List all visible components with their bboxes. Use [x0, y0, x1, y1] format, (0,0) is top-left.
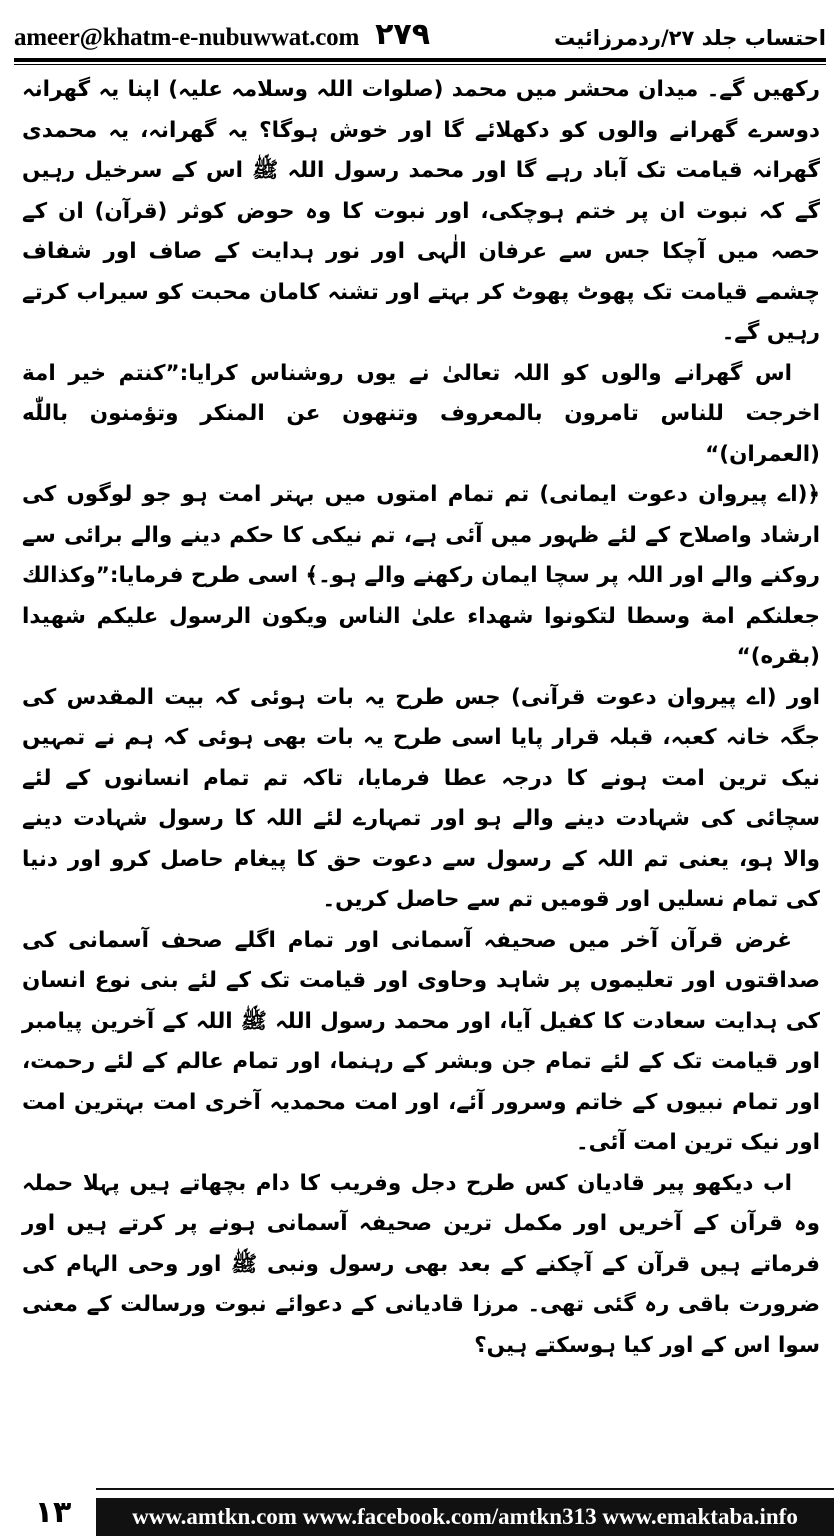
footer-rule [96, 1488, 834, 1490]
paragraph-5: غرض قرآن آخر میں صحیفہ آسمانی اور تمام اگلے صحف آسمانی کی صداقتوں اور تعلیموں پر شاہد وحاوی اور قیامت تک کے لئے بنی نوع انسان کی ہدایت سعادت کا کفیل آیا، اور محمد رسول اللہ ﷺ اللہ کے آخرین پیامبر اور قیامت تک کے لئے تمام جن وبشر کے رہنما، اور تمام عالم کے لئے رحمت، اور تمام نبیوں کے خاتم وسرور آئے، اور امت محمدیہ آخری امت بہترین امت اور نیک ترین امت آئی۔ [22, 927, 820, 1155]
header-book-title: احتساب جلد ۲۷/ردمرزائیت [554, 26, 826, 50]
footer-links[interactable]: www.amtkn.com www.facebook.com/amtkn313 www.emaktaba.info [132, 1504, 798, 1529]
paragraph-2: اس گھرانے والوں کو اللہ تعالیٰ نے یوں روشناس کرایا:”کنتم خیر امة اخرجت للناس تامرون بالمعروف وتنهون عن المنكر وتؤمنون باللّٰه (العمران)“ [22, 360, 820, 467]
page-body [22, 70, 820, 1366]
header-rule [14, 64, 826, 65]
header-left-group [14, 17, 430, 58]
header-email[interactable]: ameer@khatm-e-nubuwwat.com [14, 24, 360, 51]
paragraph-1: رکھیں گے۔ میدان محشر میں محمد (صلوات اللہ وسلامہ علیہ) اپنا یہ گھرانہ دوسرے گھرانے والوں کو دکھلائے گا اور خوش ہوگا؟ یہ گھرانہ، یہ محمدی گھرانہ قیامت تک آباد رہے گا اور محمد رسول اللہ ﷺ اس کے سرخیل رہیں گے کہ نبوت ان پر ختم ہوچکی، اور نبوت کا وہ حوض کوثر (قرآن) ان کے حصہ میں آچکا جس سے عرفان الٰہی اور نور ہدایت کے صاف اور شفاف چشمے قیامت تک پھوٹ پھوٹ کر بہتے اور تشنہ کامان محبت کو سیراب کرتے رہیں گے۔ [22, 77, 820, 345]
page-footer [0, 1484, 840, 1540]
header-page-number: ۲۷۹ [375, 17, 431, 52]
paragraph-3: ﴿(اے پیروان دعوت ایمانی) تم تمام امتوں میں بہتر امت ہو جو لوگوں کی ارشاد واصلاح کے لئے ظہور میں آئی ہے، تم نیکی کا حکم دینے والے برائی سے روکنے والے اور اللہ پر سچا ایمان رکھنے والے ہو۔﴾ اسی طرح فرمایا:”وكذالك جعلنكم امة وسطا لتكونوا شهداء علىٰ الناس ويكون الرسول عليكم شهيدا (بقره)“ [22, 482, 820, 669]
paragraph-6: اب دیکھو پیر قادیان کس طرح دجل وفریب کا دام بچھاتے ہیں پہلا حملہ وہ قرآن کے آخریں اور مکمل ترین صحیفہ آسمانی ہونے پر کرتے ہیں اور فرماتے ہیں قرآن کے آچکنے کے بعد بھی رسول ونبی ﷺ اور وحی الہام کی ضرورت باقی رہ گئی تھی۔ مرزا قادیانی کے دعوائے نبوت ورسالت کے معنی سوا اس کے اور کیا ہوسکتے ہیں؟ [22, 1170, 820, 1358]
paragraph-4: اور (اے پیروان دعوت قرآنی) جس طرح یہ بات ہوئی کہ بیت المقدس کی جگہ خانہ کعبہ، قبلہ قرار پایا اسی طرح یہ بات بھی ہوئی کہ ہم نے تمہیں نیک ترین امت ہونے کا درجہ عطا فرمایا، تاکہ تم تمام انسانوں کے لئے سچائی کی شہادت دینے والے ہو اور تمہارے لئے اللہ کا رسول شہادت دینے والا ہو، یعنی تم اللہ کے رسول سے دعوت حق کا پیغام حاصل کرو اور دنیا کی تمام نسلیں اور قومیں تم سے حاصل کریں۔ [22, 684, 820, 912]
footer-bar [96, 1498, 834, 1536]
footer-page-number: ۱۳ [34, 1494, 72, 1530]
page-header [14, 6, 826, 62]
